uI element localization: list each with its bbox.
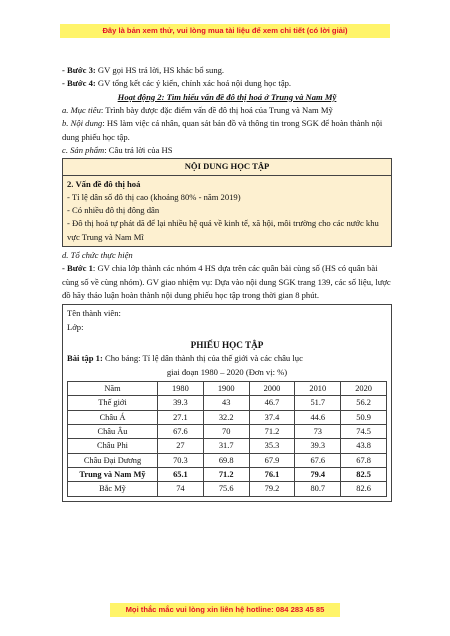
table-cell: 65.1: [158, 467, 204, 481]
hotline-banner: Mọi thắc mắc vui lòng xin liên hệ hotline: 084 283 45 85: [110, 603, 340, 617]
table-cell: 46.7: [249, 396, 295, 410]
step4-line: [62, 77, 392, 90]
table-cell: 79.4: [295, 467, 341, 481]
step3-text: GV gọi HS trả lời, HS khác bổ sung.: [95, 65, 225, 75]
table-cell: 44.6: [295, 410, 341, 424]
goal-label: a. Mục tiêu: [62, 104, 101, 115]
box-item: - Tỉ lệ dân số đô thị cao (khoảng 80% - năm 2019): [67, 191, 241, 202]
table-row-label: Trung và Nam Mỹ: [68, 467, 158, 481]
table-row-label: Châu Âu: [68, 424, 158, 438]
table-cell: 43: [203, 396, 249, 410]
goal-text: : Trình bày được đặc điểm vấn đề đô thị hoá của Trung và Nam Mỹ: [100, 104, 333, 115]
table-cell: 32.2: [203, 410, 249, 424]
table-cell: 80.7: [295, 482, 341, 496]
table-cell: 67.6: [158, 424, 204, 438]
table-row: [68, 482, 387, 496]
table-cell: 71.2: [203, 467, 249, 481]
table-row-label: Bắc Mỹ: [68, 482, 158, 496]
worksheet-title: PHIẾU HỌC TẬP: [190, 339, 264, 350]
table-cell: 31.7: [203, 439, 249, 453]
table-row-label: Châu Đại Dương: [68, 453, 158, 467]
box-item: - Có nhiều đô thị đông dân: [67, 205, 160, 216]
exercise-label: Bài tập 1:: [67, 353, 103, 364]
box-heading: 2. Vấn đề đô thị hoá: [67, 178, 141, 189]
table-cell: 69.8: [203, 453, 249, 467]
table-cell: 82.6: [341, 482, 387, 496]
table-header-cell: 2000: [249, 381, 295, 395]
document-body: [62, 64, 392, 502]
table-header-cell: 1900: [203, 381, 249, 395]
table-cell: 67.9: [249, 453, 295, 467]
members-label: Tên thành viên:: [67, 308, 121, 319]
table-row: [68, 396, 387, 410]
content-line: [62, 117, 392, 144]
learning-content-box: [62, 158, 392, 247]
table-header-cell: Năm: [68, 381, 158, 395]
step3-label: - Bước 3:: [62, 65, 96, 75]
table-row: [68, 439, 387, 453]
table-cell: 67.8: [341, 453, 387, 467]
urban-population-table: [67, 381, 387, 497]
box-item: - Đô thị hoá tự phát dã để lại nhiều hệ quả về kinh tế, xã hội, môi trường cho các nước khu vực Trung và Nam Mĩ: [67, 218, 379, 242]
step4-label: - Bước 4:: [62, 78, 96, 89]
table-cell: 67.6: [295, 453, 341, 467]
table-row: [68, 453, 387, 467]
table-header-cell: 2020: [341, 381, 387, 395]
content-label: b. Nội dung: [62, 118, 103, 129]
table-row-label: Châu Phi: [68, 439, 158, 453]
exercise-line: [67, 352, 387, 365]
exercise-text: Cho bảng: Tỉ lệ dân thành thị của thế giới và các châu lục: [102, 353, 303, 364]
table-cell: 71.2: [249, 424, 295, 438]
step1-text: : GV chia lớp thành các nhóm 4 HS dựa trên các quân bài cùng số (HS có quân bài cùng số về cùng nhóm). GV giao nhiệm vụ: Dựa vào nội dung SGK trang 139, các số liệu, lược đồ hãy thảo luận hoàn thành nội dung phiếu học tập trong thời gian 8 phút.: [62, 263, 391, 300]
table-row: [68, 467, 387, 481]
table-cell: 70.3: [158, 453, 204, 467]
table-cell: 50.9: [341, 410, 387, 424]
table-cell: 56.2: [341, 396, 387, 410]
box-body: [63, 176, 391, 247]
table-cell: 75.6: [203, 482, 249, 496]
content-text: : HS làm việc cá nhân, quan sát bản đồ và thông tin trong SGK để hoàn thành nội dung phiếu học tập.: [62, 118, 383, 142]
product-line: [62, 144, 392, 157]
table-cell: 39.3: [158, 396, 204, 410]
activity-title: Hoạt động 2: Tìm hiểu vấn đề đô thị hoá ở Trung và Nam Mỹ: [117, 91, 337, 102]
table-cell: 39.3: [295, 439, 341, 453]
table-cell: 27: [158, 439, 204, 453]
step3-line: [62, 64, 392, 77]
exercise-subtitle: giai đoạn 1980 – 2020 (Đơn vị: %): [166, 366, 288, 377]
table-cell: 51.7: [295, 396, 341, 410]
step4-text: GV tổng kết các ý kiến, chính xác hoá nội dung học tập.: [95, 78, 292, 89]
table-header-cell: 2010: [295, 381, 341, 395]
table-cell: 74.5: [341, 424, 387, 438]
table-cell: 27.1: [158, 410, 204, 424]
table-cell: 73: [295, 424, 341, 438]
table-cell: 74: [158, 482, 204, 496]
table-cell: 79.2: [249, 482, 295, 496]
table-row-label: Thế giới: [68, 396, 158, 410]
product-label: c. Sản phẩm: [62, 144, 105, 155]
table-cell: 43.8: [341, 439, 387, 453]
product-text: : Câu trả lời của HS: [104, 144, 173, 155]
table-header-row: [68, 381, 387, 395]
worksheet: [62, 304, 392, 501]
table-cell: 70: [203, 424, 249, 438]
table-cell: 76.1: [249, 467, 295, 481]
step1-label: - Bước 1: [62, 263, 93, 274]
preview-notice-banner: Đây là bản xem thử, vui lòng mua tài liệu để xem chi tiết (có lời giải): [60, 24, 390, 38]
table-header-cell: 1980: [158, 381, 204, 395]
goal-line: [62, 104, 392, 117]
table-row-label: Châu Á: [68, 410, 158, 424]
table-cell: 82.5: [341, 467, 387, 481]
step1-line: [62, 262, 392, 302]
box-title: NỘI DUNG HỌC TẬP: [63, 159, 391, 175]
class-label: Lớp:: [67, 321, 84, 332]
table-row: [68, 410, 387, 424]
table-cell: 35.3: [249, 439, 295, 453]
table-cell: 37.4: [249, 410, 295, 424]
table-row: [68, 424, 387, 438]
organize-label: d. Tổ chức thực hiện: [62, 250, 133, 261]
